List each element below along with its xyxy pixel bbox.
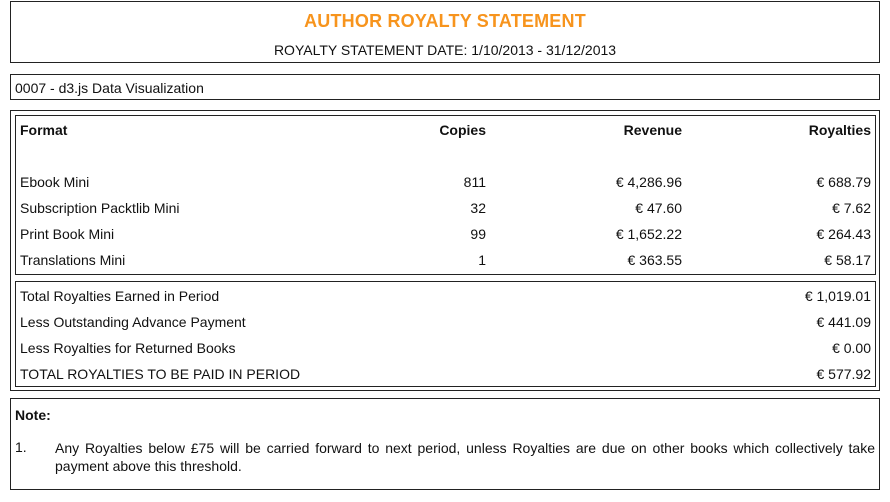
summary-label: Less Royalties for Returned Books <box>20 340 236 356</box>
cell-copies: 32 <box>470 200 486 216</box>
cell-revenue: € 47.60 <box>635 200 682 216</box>
summary-value: € 1,019.01 <box>804 288 871 304</box>
table-row <box>16 196 875 222</box>
column-header-royalties: Royalties <box>808 122 871 138</box>
statement-title: AUTHOR ROYALTY STATEMENT <box>304 11 586 31</box>
summary-row <box>16 284 875 310</box>
summary-total-row <box>16 362 875 388</box>
format-table <box>15 115 876 275</box>
statement-date: ROYALTY STATEMENT DATE: 1/10/2013 - 31/12/2013 <box>273 42 617 58</box>
column-header-revenue: Revenue <box>623 122 682 138</box>
cell-royalties: € 7.62 <box>832 200 871 216</box>
summary-row <box>16 336 875 362</box>
cell-royalties: € 688.79 <box>816 174 871 190</box>
summary-label: Total Royalties Earned in Period <box>20 288 220 304</box>
cell-copies: 99 <box>470 226 486 242</box>
cell-revenue: € 1,652.22 <box>615 226 682 242</box>
cell-royalties: € 264.43 <box>816 226 871 242</box>
summary-label: TOTAL ROYALTIES TO BE PAID IN PERIOD <box>20 366 301 382</box>
note-title: Note: <box>15 407 51 423</box>
cell-revenue: € 363.55 <box>627 252 682 268</box>
summary-label: Less Outstanding Advance Payment <box>20 314 246 330</box>
summary-row <box>16 310 875 336</box>
statement-header <box>10 1 880 63</box>
book-info <box>10 74 880 100</box>
cell-format: Subscription Packtlib Mini <box>20 200 180 216</box>
book-label: 0007 - d3.js Data Visualization <box>15 80 204 96</box>
table-row <box>16 170 875 196</box>
summary-value: € 441.09 <box>816 314 871 330</box>
note-item-number: 1. <box>15 439 27 455</box>
summary-value: € 577.92 <box>816 366 871 382</box>
cell-format: Print Book Mini <box>20 226 115 242</box>
cell-revenue: € 4,286.96 <box>615 174 682 190</box>
summary-table <box>15 281 876 387</box>
cell-format: Translations Mini <box>20 252 126 268</box>
cell-royalties: € 58.17 <box>824 252 871 268</box>
cell-copies: 1 <box>478 252 486 268</box>
table-row <box>16 248 875 274</box>
table-header-row <box>16 118 875 144</box>
column-header-copies: Copies <box>439 122 486 138</box>
note-section <box>10 398 880 490</box>
note-item-text: Any Royalties below £75 will be carried forward to next period, unless Royalties are due on other books which collectively take payment above this threshold. <box>55 440 875 474</box>
summary-value: € 0.00 <box>832 340 871 356</box>
table-row <box>16 222 875 248</box>
column-header-format: Format <box>20 122 68 138</box>
cell-format: Ebook Mini <box>20 174 90 190</box>
cell-copies: 811 <box>463 174 486 190</box>
